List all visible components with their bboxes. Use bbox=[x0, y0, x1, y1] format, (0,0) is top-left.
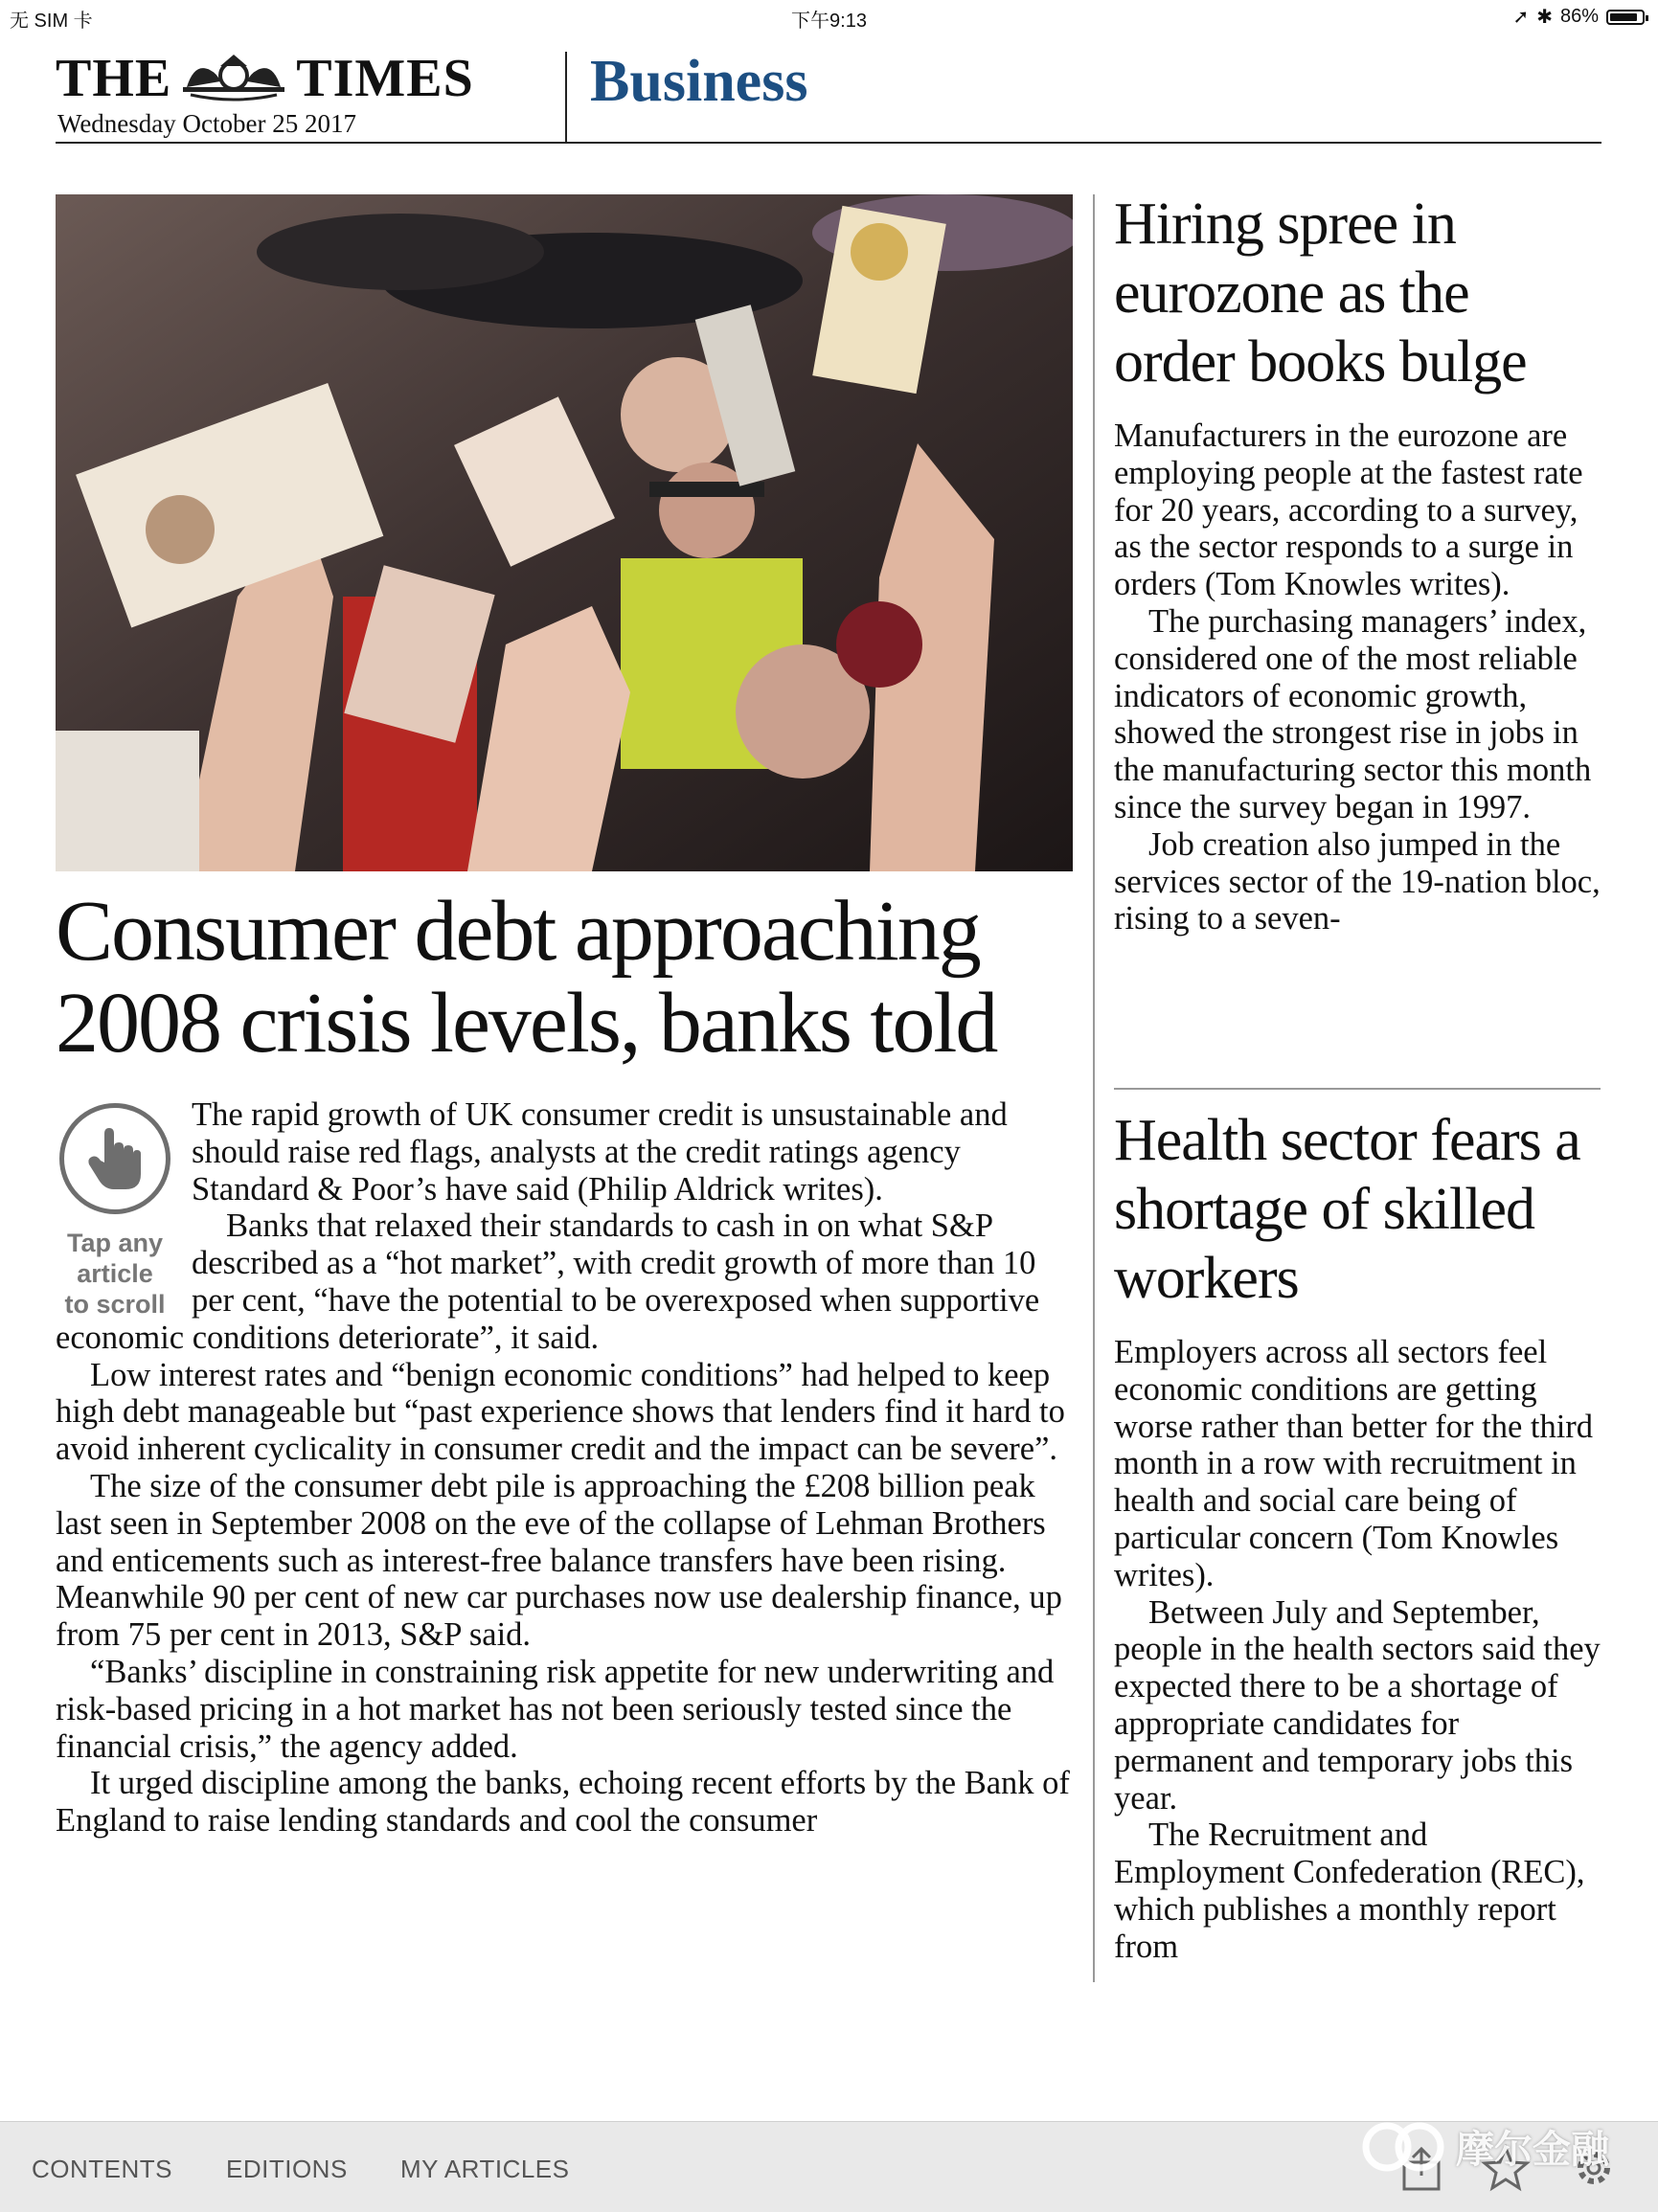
side-article-body bbox=[1114, 1334, 1602, 1966]
tab-contents[interactable]: CONTENTS bbox=[32, 2155, 172, 2183]
watermark bbox=[1360, 2119, 1609, 2174]
main-paragraph: The size of the consumer debt pile is approaching the £208 billion peak last seen in September 2008 on the eve of the collapse of Lehman Brothers and enticements such as interest-free balance transfers have been rising. Meanwhile 90 per cent of new car purchases now use dealership finance, up from 75 per cent in 2013, S&P said. bbox=[56, 1467, 1062, 1654]
side-paragraph: Manufacturers in the eurozone are employing people at the fastest rate for 20 years, according to a survey, as the sector responds to a surge in orders (Tom Knowles writes). bbox=[1114, 418, 1583, 603]
watermark-logo-icon bbox=[1360, 2120, 1448, 2174]
bluetooth-icon: ✱ bbox=[1536, 7, 1553, 28]
main-paragraph: “Banks’ discipline in constraining risk appetite for new underwriting and risk-based pricing in a hot market has not been seriously tested since the financial crisis,” the agency added. bbox=[56, 1653, 1055, 1765]
main-paragraph: It urged discipline among the banks, echoing recent efforts by the Bank of England to raise lending standards and cool the consumer bbox=[56, 1765, 1070, 1840]
side-paragraph: Job creation also jumped in the services sector of the 19-nation bloc, rising to a seven- bbox=[1114, 825, 1601, 937]
tap-hint-line-1: Tap any bbox=[66, 1229, 164, 1257]
battery-percent: 86% bbox=[1559, 6, 1599, 27]
masthead bbox=[56, 48, 1601, 144]
battery-icon bbox=[1606, 10, 1645, 25]
tap-hint-line-2: article bbox=[77, 1259, 153, 1288]
column-divider bbox=[1093, 194, 1095, 1982]
side-article-body bbox=[1114, 418, 1602, 937]
tap-hint-line-3: to scroll bbox=[64, 1290, 166, 1319]
side-paragraph: The Recruitment and Employment Confederation (REC), which publishes a monthly report from bbox=[1114, 1817, 1585, 1965]
section-title: Business bbox=[590, 49, 808, 114]
side-article-hiring-spree[interactable] bbox=[1114, 190, 1602, 937]
royal-crest-icon bbox=[181, 53, 286, 104]
the-times-logo bbox=[56, 48, 474, 109]
main-paragraph: The rapid growth of UK consumer credit is unsustainable and should raise red flags, analysts at the credit ratings agency Standard & Poor’s have said (Philip Aldrick writes). bbox=[192, 1096, 1008, 1208]
tab-my-articles[interactable]: MY ARTICLES bbox=[400, 2155, 570, 2183]
logo-text-the: THE bbox=[56, 49, 172, 108]
status-right bbox=[1512, 5, 1645, 29]
main-paragraph: Low interest rates and “benign economic conditions” had helped to keep high debt manageable but “past experience shows that lenders find it hard to avoid inherent cyclicality in consumer credit and the impact can be severe”. bbox=[56, 1356, 1065, 1468]
tab-editions[interactable]: EDITIONS bbox=[226, 2155, 348, 2183]
side-paragraph: Between July and September, people in the health sectors said they expected there to be a shortage of appropriate candidates for permanent and temporary jobs this year. bbox=[1114, 1593, 1601, 1817]
edition-date: Wednesday October 25 2017 bbox=[57, 109, 356, 138]
side-paragraph: The purchasing managers’ index, considered one of the most reliable indicators of economic growth, showed the strongest rise in jobs in the manufacturing sector this month since the survey began in 1997. bbox=[1114, 602, 1592, 825]
masthead-divider bbox=[565, 52, 567, 142]
main-paragraph: Banks that relaxed their standards to cash in on what S&P described as a “hot market”, with credit growth of more than 10 per cent, “have the potential to be overexposed when supportive economic conditions deteriorate”, it said. bbox=[56, 1208, 1040, 1356]
carrier-label: 无 SIM 卡 bbox=[10, 11, 93, 32]
clock: 下午9:13 bbox=[791, 11, 867, 32]
lead-photo[interactable] bbox=[56, 194, 1073, 871]
logo-text-times: TIMES bbox=[296, 49, 474, 108]
main-headline[interactable]: Consumer debt approaching 2008 crisis levels, banks told bbox=[56, 884, 997, 1071]
watermark-text: 摩尔金融 bbox=[1456, 2128, 1609, 2172]
side-paragraph: Employers across all sectors feel economic conditions are getting worse rather than better for the third month in a row with recruitment in health and social care being of particular concern (Tom Knowles writes). bbox=[1114, 1334, 1594, 1593]
tap-hint-spacer bbox=[56, 1096, 192, 1312]
location-arrow-icon: ➚ bbox=[1512, 7, 1530, 28]
side-headline[interactable]: Health sector fears a shortage of skilled workers bbox=[1114, 1108, 1580, 1311]
status-bar bbox=[0, 0, 1658, 33]
main-article-body[interactable] bbox=[56, 1096, 1079, 1840]
masthead-rule bbox=[56, 142, 1601, 144]
side-headline[interactable]: Hiring spree in eurozone as the order books bulge bbox=[1114, 192, 1527, 395]
side-article-health-sector[interactable] bbox=[1114, 1106, 1602, 1966]
story-separator bbox=[1114, 1088, 1601, 1090]
